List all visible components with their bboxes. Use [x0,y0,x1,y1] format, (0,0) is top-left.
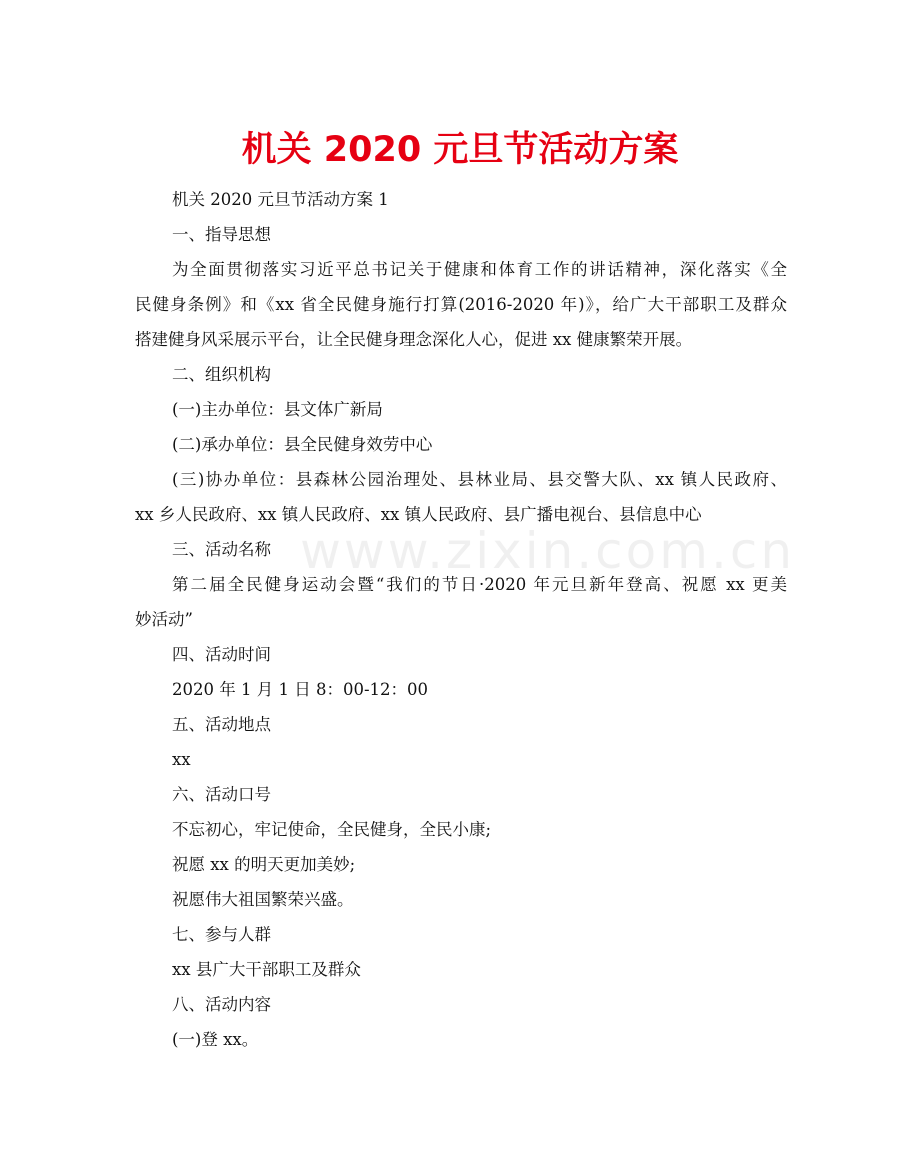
document-body [135,182,796,1057]
section-heading: 五、活动地点 [172,715,271,734]
paragraph-line: (一)登 xx。 [172,1030,259,1049]
section-heading: 二、组织机构 [172,365,271,384]
paragraph-line: 2020 年 1 月 1 日 8：00-12：00 [172,680,429,699]
section-heading: 一、指导思想 [172,225,271,244]
paragraph-line: (一)主办单位：县文体广新局 [172,400,383,419]
section-heading: 六、活动口号 [172,785,271,804]
paragraph-line: 为全面贯彻落实习近平总书记关于健康和体育工作的讲话精神，深化落实《全 [172,260,787,279]
paragraph-line: (二)承办单位：县全民健身效劳中心 [172,435,433,454]
section-heading: 四、活动时间 [172,645,271,664]
watermark: www.zixin.com.cn [300,522,796,580]
paragraph-line: 民健身条例》和《xx 省全民健身施行打算(2016-2020 年)》，给广大干部职工及群众 [135,295,787,314]
section-heading: 八、活动内容 [172,995,271,1014]
paragraph-line: 搭建健身风采展示平台，让全民健身理念深化人心，促进 xx 健康繁荣开展。 [135,330,693,349]
document-title: 机关 2020 元旦节活动方案 [241,130,679,170]
paragraph-line: 第二届全民健身运动会暨“我们的节日·2020 年元旦新年登高、祝愿 xx 更美 [172,575,787,594]
paragraph-line: 妙活动” [135,610,193,629]
paragraph-line: 不忘初心，牢记使命，全民健身，全民小康; [172,820,492,839]
section-heading: 三、活动名称 [172,540,271,559]
paragraph-line: xx 县广大干部职工及群众 [172,960,361,979]
subtitle-line: 机关 2020 元旦节活动方案 1 [172,190,389,209]
paragraph-line: (三)协办单位：县森林公园治理处、县林业局、县交警大队、xx 镇人民政府、 [172,470,787,489]
paragraph-line: 祝愿伟大祖国繁荣兴盛。 [172,890,354,909]
paragraph-line: 祝愿 xx 的明天更加美妙; [172,855,356,874]
section-heading: 七、参与人群 [172,925,271,944]
paragraph-line: xx 乡人民政府、xx 镇人民政府、xx 镇人民政府、县广播电视台、县信息中心 [135,505,702,524]
paragraph-line: xx [172,750,191,769]
